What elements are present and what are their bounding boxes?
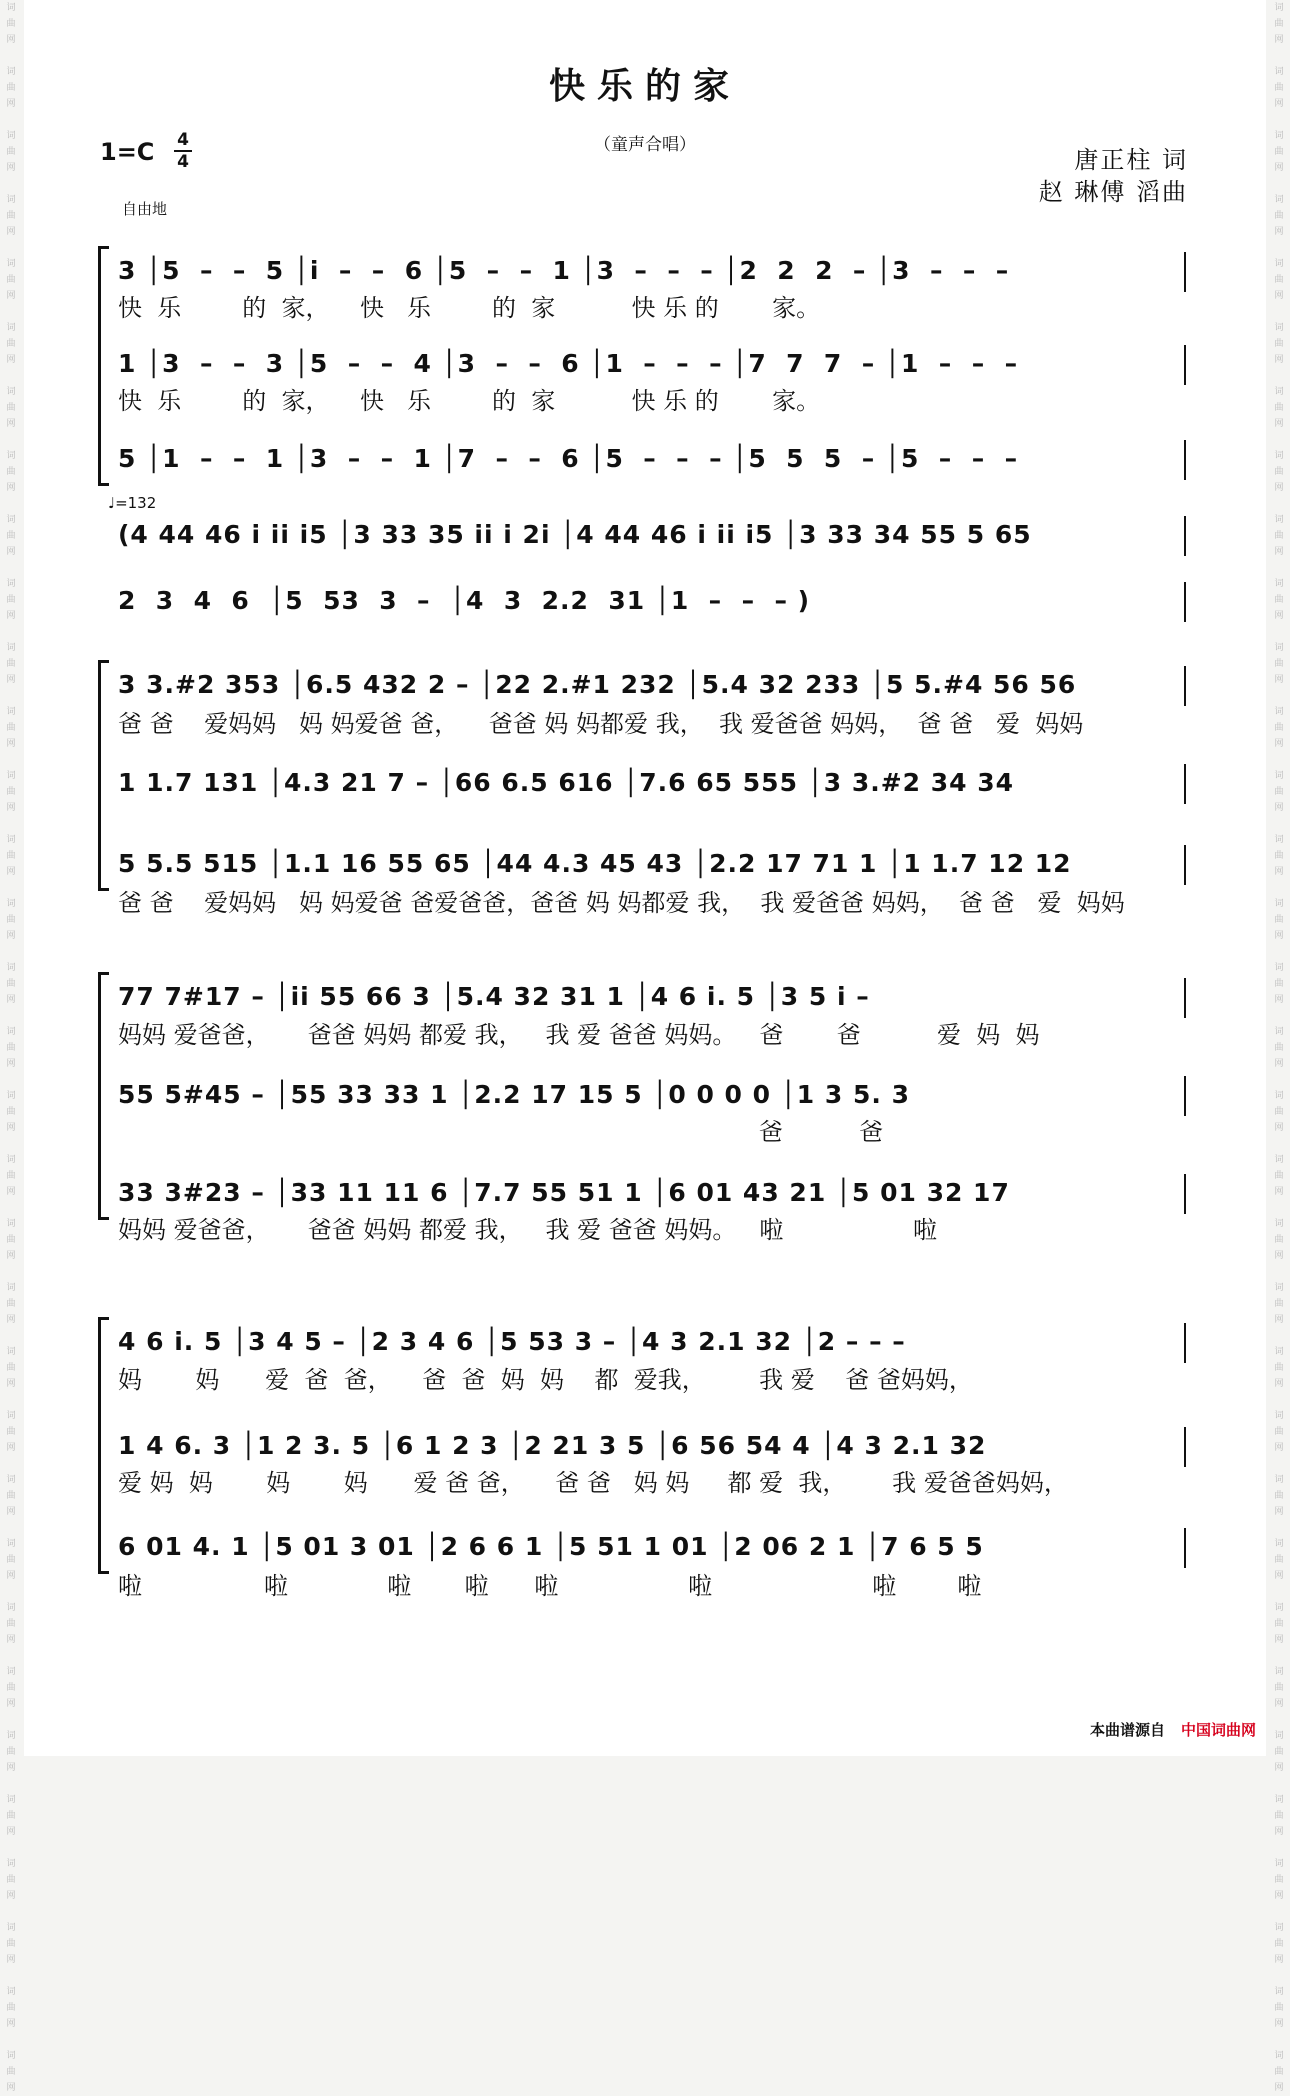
staff-line [104,582,1200,622]
lyric-line: 妈妈 爱爸爸， 爸爸 妈妈 都爱 我， 我 爱 爸爸 妈妈。 啦 啦 [118,1216,938,1244]
watermark-strip-right: 词 曲 网 词 曲 网 词 曲 网 词 曲 网 词 曲 网 词 曲 网 词 曲 网 词 曲 网 词 曲 网 词 曲 网 词 曲 网 词 曲 网 词 曲 网 词 曲 网 词 曲 网 词 曲 网 词 曲 网 词 曲 网 词 曲 网 词 曲 网 词 曲 网 词 曲 网 词 曲 网 词 曲 网 词 曲 网 词 曲 网 词 曲 网 词 曲 网 词 曲 网 词 曲 网 词 曲 网 词 曲 网 词 曲 网 [1274,3,1284,2093]
barline-end [1184,1427,1186,1467]
staff-notes: 3 3.#2 353 │6.5 432 2 – │22 2.#1 232 │5.4 32 233 │5 5.#4 56 56 [118,670,1077,699]
lyric-line: 快 乐 的 家， 快 乐 的 家 快 乐 的 家。 [118,387,821,415]
barline-end [1184,764,1186,804]
staff-line [104,1076,1200,1116]
barline-end [1184,345,1186,385]
barline-end [1184,1174,1186,1214]
staff-notes: 33 3#23 – │33 11 11 6 │7.7 55 51 1 │6 01 43 21 │5 01 32 17 [118,1178,1010,1207]
staff-notes: 1 4 6. 3 │1 2 3. 5 │6 1 2 3 │2 21 3 5 │6 56 54 4 │4 3 2.1 32 [118,1431,987,1460]
lyric-line: 妈妈 爱爸爸， 爸爸 妈妈 都爱 我， 我 爱 爸爸 妈妈。 爸 爸 爱 妈 妈 [118,1021,1040,1049]
tempo-direction: 自由地 [122,200,168,218]
staff-line [104,440,1200,480]
staff-notes: 6 01 4. 1 │5 01 3 01 │2 6 6 1 │5 51 1 01 │2 06 2 1 │7 6 5 5 [118,1532,984,1561]
barline-end [1184,1528,1186,1568]
barline-end [1184,978,1186,1018]
staff-notes: 1 1.7 131 │4.3 21 7 – │66 6.5 616 │7.6 65 555 │3 3.#2 34 34 [118,768,1015,797]
staff-line [104,1427,1200,1467]
time-signature [172,130,194,172]
barline-end [1184,516,1186,556]
staff-line [104,1528,1200,1568]
lyric-line: 爸 爸 [118,1118,884,1146]
barline-end [1184,1323,1186,1363]
lyric-line: 啦 啦 啦 啦 啦 啦 啦 啦 [118,1572,982,1600]
song-title: 快乐的家 [548,66,741,107]
staff-line [104,252,1200,292]
barline-end [1184,666,1186,706]
lyric-line: 快 乐 的 家， 快 乐 的 家 快 乐 的 家。 [118,294,821,322]
barline-end [1184,582,1186,622]
staff-line [104,666,1200,706]
staff-line [104,978,1200,1018]
barline-end [1184,845,1186,885]
lyricist-credit: 唐正柱 词 [1074,146,1188,174]
key-signature: 1=C [100,138,155,166]
time-signature-top: 4 [177,130,189,150]
barline-end [1184,440,1186,480]
staff-notes: 55 5#45 – │55 33 33 1 │2.2 17 15 5 │0 0 0 0 │1 3 5. 3 [118,1080,910,1109]
staff-line [104,845,1200,885]
lyric-line: 爸 爸 爱妈妈 妈 妈爱爸 爸， 爸爸 妈 妈都爱 我， 我 爱爸爸 妈妈， 爸 爸 爱 妈妈 [118,710,1084,738]
staff-line [104,1323,1200,1363]
footer-source [1090,1719,1256,1740]
staff-line [104,764,1200,804]
staff-line [104,345,1200,385]
staff-notes: 1 │3 – – 3 │5 – – 4 │3 – – 6 │1 – – – │7 7 7 – │1 – – – [118,349,1019,378]
tempo-marking: ♩=132 [108,494,157,512]
song-subtitle: （童声合唱） [594,135,696,155]
footer-brand: 中国词曲网 [1180,1721,1256,1739]
staff-notes: 77 7#17 – │ii 55 66 3 │5.4 32 31 1 │4 6 i. 5 │3 5 i – [118,982,870,1011]
staff-notes: 4 6 i. 5 │3 4 5 – │2 3 4 6 │5 53 3 – │4 3 2.1 32 │2 – – – [118,1327,906,1356]
staff-line [104,1174,1200,1214]
lyric-line: 爸 爸 爱妈妈 妈 妈爱爸 爸爱爸爸，爸爸 妈 妈都爱 我， 我 爱爸爸 妈妈， 爸 爸 爱 妈妈 [118,889,1125,917]
barline-end [1184,252,1186,292]
staff-notes: 5 │1 – – 1 │3 – – 1 │7 – – 6 │5 – – – │5 5 5 – │5 – – – [118,444,1019,473]
watermark-strip-left: 词 曲 网 词 曲 网 词 曲 网 词 曲 网 词 曲 网 词 曲 网 词 曲 网 词 曲 网 词 曲 网 词 曲 网 词 曲 网 词 曲 网 词 曲 网 词 曲 网 词 曲 网 词 曲 网 词 曲 网 词 曲 网 词 曲 网 词 曲 网 词 曲 网 词 曲 网 词 曲 网 词 曲 网 词 曲 网 词 曲 网 词 曲 网 词 曲 网 词 曲 网 词 曲 网 词 曲 网 词 曲 网 词 曲 网 [6,3,16,2093]
composer-credit: 赵 琳傅 滔曲 [1038,178,1188,206]
staff-notes: 2 3 4 6 │5 53 3 – │4 3 2.2 31 │1 – – – ) [118,586,811,615]
staff-notes: (4 44 46 i ii i5 │3 33 35 ii i 2i │4 44 46 i ii i5 │3 33 34 55 5 65 [118,520,1032,549]
lyric-line: 爱 妈 妈 妈 妈 爱 爸 爸， 爸 爸 妈 妈 都 爱 我， 我 爱爸爸妈妈， [118,1469,1068,1497]
barline-end [1184,1076,1186,1116]
footer-source-text: 本曲谱源自 [1089,1721,1165,1739]
time-signature-bottom: 4 [177,152,189,172]
lyric-line: 妈 妈 爱 爸 爸， 爸 爸 妈 妈 都 爱我， 我 爱 爸 爸妈妈， [118,1366,973,1394]
staff-notes: 3 │5 – – 5 │i – – 6 │5 – – 1 │3 – – – │2 2 2 – │3 – – – [118,256,1010,285]
staff-notes: 5 5.5 515 │1.1 16 55 65 │44 4.3 45 43 │2.2 17 71 1 │1 1.7 12 12 [118,849,1072,878]
staff-line [104,516,1200,556]
